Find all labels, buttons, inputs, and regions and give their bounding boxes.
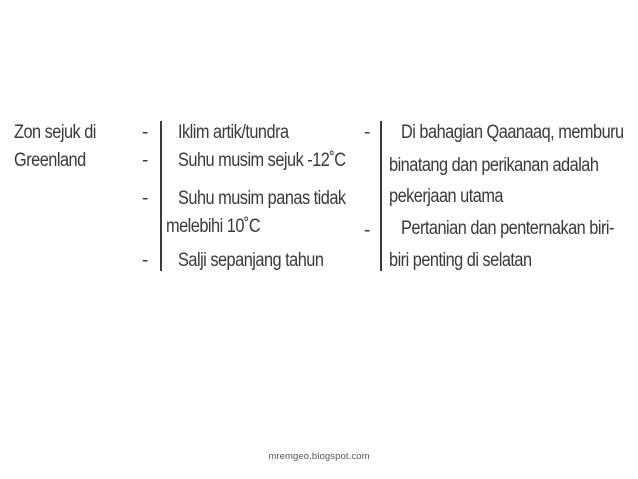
activity-bullet-1: - bbox=[364, 122, 371, 143]
zone-label-line-2: Greenland bbox=[14, 150, 86, 171]
activity-bullet-2: - bbox=[364, 220, 371, 241]
column-divider-1 bbox=[160, 121, 162, 271]
climate-bullet-3: - bbox=[142, 188, 149, 209]
climate-item-2: Suhu musim sejuk -12˚C bbox=[178, 150, 346, 171]
column-divider-2 bbox=[380, 121, 382, 271]
climate-item-3-continued: melebihi 10˚C bbox=[166, 216, 261, 237]
activity-line-4: Pertanian dan penternakan biri- bbox=[401, 218, 614, 239]
activity-line-2: binatang dan perikanan adalah bbox=[389, 155, 599, 176]
zone-label-line-1: Zon sejuk di bbox=[14, 122, 96, 143]
activity-line-5: biri penting di selatan bbox=[389, 250, 532, 271]
climate-bullet-2: - bbox=[142, 150, 149, 171]
climate-bullet-1: - bbox=[142, 122, 149, 143]
activity-line-1: Di bahagian Qaanaaq, memburu bbox=[401, 122, 624, 143]
climate-item-3: Suhu musim panas tidak bbox=[178, 188, 346, 209]
climate-item-1: Iklim artik/tundra bbox=[178, 122, 289, 143]
source-footer: mremgeo.blogspot.com bbox=[268, 451, 370, 462]
activity-line-3: pekerjaan utama bbox=[389, 186, 503, 207]
climate-bullet-4: - bbox=[142, 250, 149, 271]
climate-item-4: Salji sepanjang tahun bbox=[178, 250, 324, 271]
